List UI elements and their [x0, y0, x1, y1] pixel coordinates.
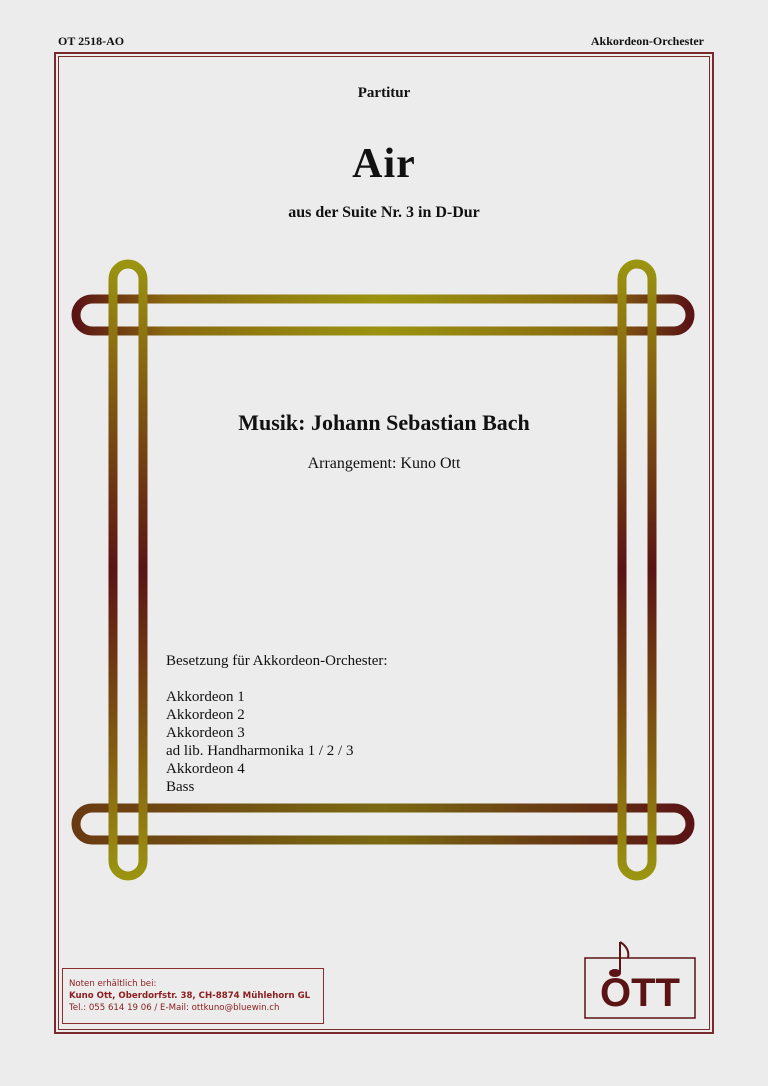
instrument-item: Akkordeon 4 — [166, 761, 245, 777]
scoring-heading: Besetzung für Akkordeon-Orchester: — [166, 653, 388, 669]
arranger-credit: Arrangement: Kuno Ott — [307, 455, 461, 472]
instrument-item: Akkordeon 3 — [166, 725, 245, 741]
catalog-number: OT 2518-AO — [58, 34, 125, 48]
contact-line-intro: Noten erhältlich bei: — [69, 979, 157, 989]
score-label: Partitur — [357, 85, 411, 101]
instrument-item: Akkordeon 1 — [166, 689, 245, 705]
page-title: Air — [352, 141, 416, 187]
instrument-item: ad lib. Handharmonika 1 / 2 / 3 — [166, 743, 354, 759]
publisher-logo — [584, 938, 696, 1020]
contact-line-phone-email: Tel.: 055 614 19 06 / E-Mail: ottkuno@bluewin.ch — [69, 1003, 280, 1013]
instrument-list — [166, 688, 353, 796]
instrument-item: Bass — [166, 779, 195, 795]
logo-text: OTT — [600, 971, 680, 1015]
instrument-item: Akkordeon 2 — [166, 707, 245, 723]
ensemble-label: Akkordeon-Orchester — [590, 34, 704, 48]
page-subtitle: aus der Suite Nr. 3 in D-Dur — [288, 204, 480, 221]
contact-box — [62, 968, 324, 1024]
contact-line-address: Kuno Ott, Oberdorfstr. 38, CH-8874 Mühlehorn GL — [69, 991, 311, 1001]
composer-credit: Musik: Johann Sebastian Bach — [238, 410, 530, 435]
